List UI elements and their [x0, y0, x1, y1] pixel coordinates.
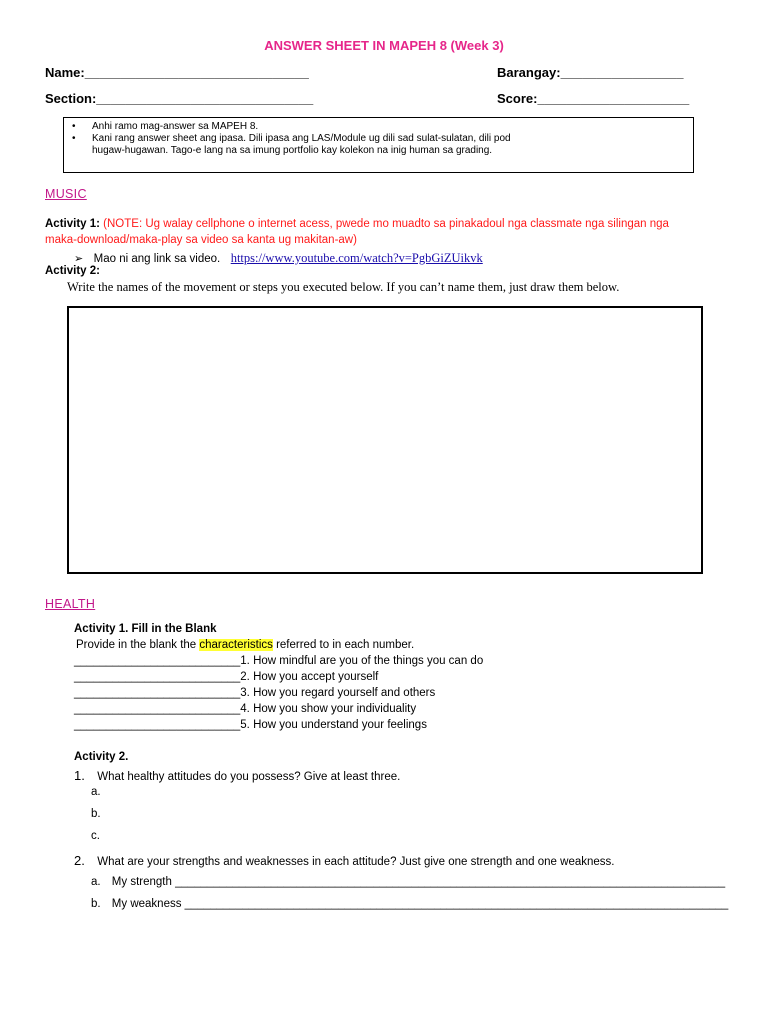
section-field[interactable]: Section:______________________________ — [45, 91, 314, 106]
name-field[interactable]: Name:_______________________________ — [45, 65, 309, 80]
note-text: hugaw-hugawan. Tago-e lang na sa imung portfolio kay kolekon na inig human sa grading. — [92, 145, 493, 156]
answer-option-a[interactable]: a. — [91, 786, 101, 798]
link-intro: Mao ni ang link sa video. — [93, 253, 221, 265]
health-activity1-title: Activity 1. Fill in the Blank — [74, 623, 217, 635]
answer-option-b[interactable]: b. — [91, 808, 101, 820]
question-text: What healthy attitudes do you possess? Give at least three. — [97, 771, 401, 783]
answer-option-c[interactable]: c. — [91, 830, 100, 842]
note-text: Kani rang answer sheet ang ipasa. Dili ipasa ang LAS/Module ug dili sad sulat-sulatan, dili pod — [92, 133, 511, 144]
question-text: What are your strengths and weaknesses in each attitude? Just give one strength and one weakness. — [97, 856, 615, 868]
instruction-post: referred to in each number. — [272, 639, 415, 651]
fill-blank-item-1[interactable]: __________________________1. How mindful are you of the things you can do — [74, 655, 484, 667]
bullet-icon: • — [72, 133, 76, 144]
question-2 — [74, 852, 614, 870]
score-field[interactable]: Score:_____________________ — [497, 91, 690, 106]
music-activity2-label: Activity 2: — [45, 265, 100, 277]
strength-answer-line[interactable] — [91, 876, 725, 888]
notes-box — [63, 117, 694, 173]
health-instruction — [76, 639, 414, 651]
option-label: a. — [91, 876, 101, 888]
music-activity2-text: Write the names of the movement or steps you executed below. If you can’t name them, just draw them below. — [67, 280, 620, 294]
question-1 — [74, 767, 400, 785]
fill-blank-item-4[interactable]: __________________________4. How you show your individuality — [74, 703, 417, 715]
video-link[interactable]: https://www.youtube.com/watch?v=PgbGiZUikvk — [230, 251, 483, 265]
fill-blank-item-3[interactable]: __________________________3. How you regard yourself and others — [74, 687, 436, 699]
arrow-bullet-icon: ➢ — [74, 253, 84, 265]
barangay-field[interactable]: Barangay:_________________ — [497, 65, 684, 80]
music-section-title: MUSIC — [45, 187, 87, 201]
weakness-text[interactable]: My weakness _____________________________________________________________________________________ — [111, 898, 729, 910]
fill-blank-item-2[interactable]: __________________________2. How you accept yourself — [74, 671, 379, 683]
health-activity2-title: Activity 2. — [74, 751, 129, 763]
note-item-continued — [92, 145, 511, 157]
activity1-note-cont: maka-download/maka-play sa video sa kanta ug makitan-aw) — [45, 234, 357, 246]
question-number: 1. — [74, 768, 85, 783]
drawing-answer-box[interactable] — [67, 306, 703, 574]
page-title: ANSWER SHEET IN MAPEH 8 (Week 3) — [264, 38, 504, 53]
activity1-label: Activity 1: — [45, 218, 100, 230]
weakness-answer-line[interactable] — [91, 898, 728, 910]
instruction-pre: Provide in the blank the — [76, 639, 200, 651]
strength-text[interactable]: My strength ______________________________________________________________________________________ — [111, 876, 726, 888]
bullet-icon: • — [72, 121, 76, 132]
notes-list — [72, 121, 511, 157]
note-item — [72, 121, 511, 133]
note-text: Anhi ramo mag-answer sa MAPEH 8. — [92, 121, 259, 132]
fill-blank-item-5[interactable]: __________________________5. How you understand your feelings — [74, 719, 427, 731]
option-label: b. — [91, 898, 101, 910]
instruction-highlight: characteristics — [199, 639, 273, 651]
question-number: 2. — [74, 853, 85, 868]
activity1-note: (NOTE: Ug walay cellphone o internet acess, pwede mo muadto sa pinakadoul nga classmate nga silingan nga — [103, 218, 669, 230]
music-activity1 — [45, 218, 669, 230]
health-section-title: HEALTH — [45, 597, 96, 611]
note-item — [72, 133, 511, 145]
video-link-line — [74, 249, 483, 267]
